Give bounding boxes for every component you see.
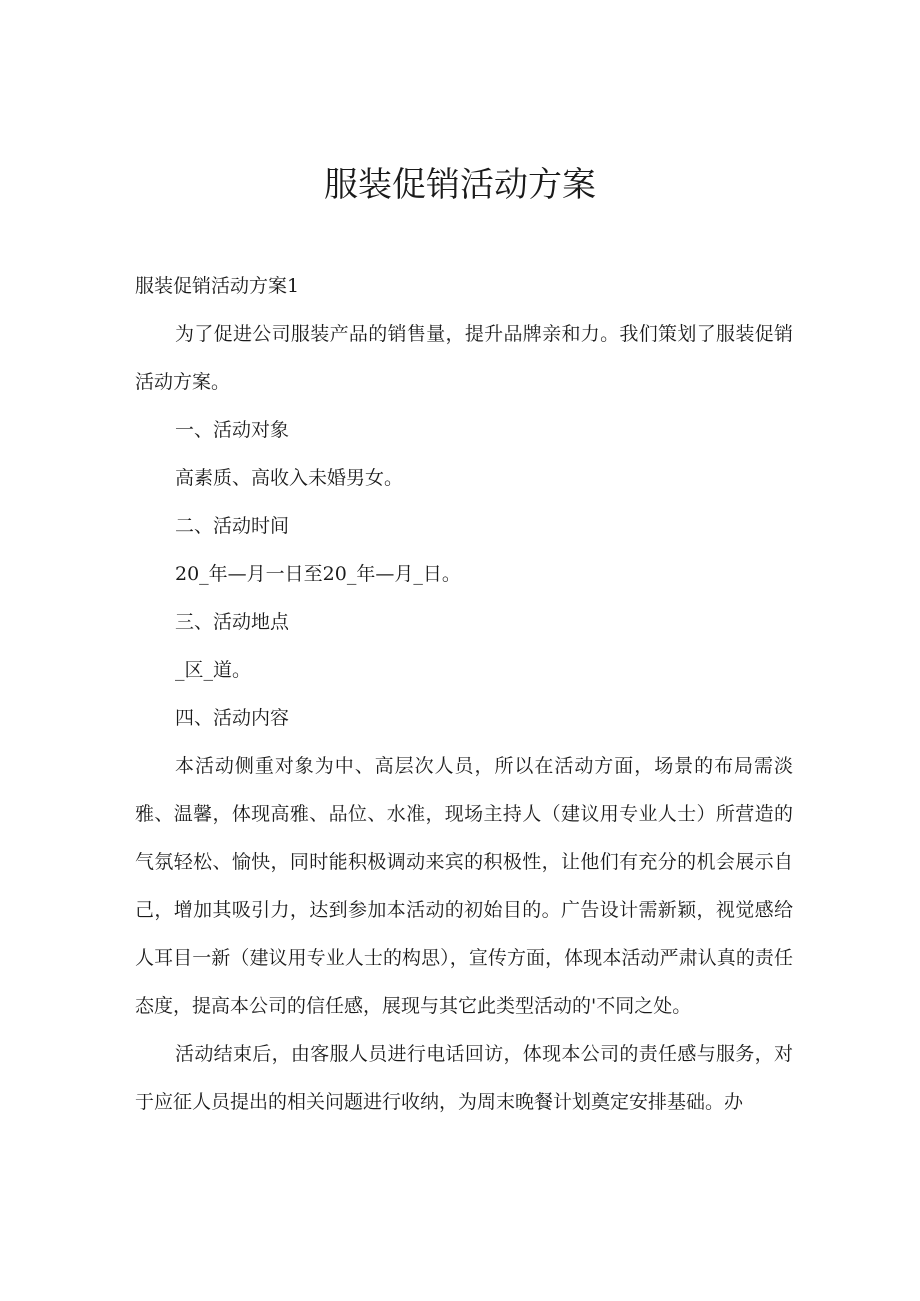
paragraph-activity-target: 高素质、高收入未婚男女。 [175, 467, 404, 489]
paragraph-activity-content: 本活动侧重对象为中、高层次人员，所以在活动方面，场景的布局需淡雅、温馨，体现高雅、品位、水准，现场主持人（建议用专业人士）所营造的气氛轻松、愉快，同时能积极调动来宾的积极性，让他们有充分的机会展示自己，增加其吸引力，达到参加本活动的初始目的。广告设计需新颖，视觉感给人耳目一新（建议用专业人士的构思），宣传方面，体现本活动严肃认真的责任态度，提高本公司的信任感，展现与其它此类型活动的'不同之处。 [135, 755, 793, 1017]
heading-activity-location: 三、活动地点 [175, 611, 290, 633]
paragraph-activity-time: 20_年—月一日至20_年—月_日。 [175, 563, 461, 585]
document-title: 服装促销活动方案 [324, 165, 596, 205]
paragraph-follow-up: 活动结束后，由客服人员进行电话回访，体现本公司的责任感与服务，对于应征人员提出的相关问题进行收纳，为周末晚餐计划奠定安排基础。办 [135, 1043, 793, 1113]
document-body [135, 262, 793, 1126]
heading-activity-content: 四、活动内容 [175, 707, 290, 729]
heading-activity-time: 二、活动时间 [175, 515, 290, 537]
section-heading: 服装促销活动方案1 [135, 275, 300, 297]
heading-activity-target: 一、活动对象 [175, 419, 290, 441]
intro-paragraph: 为了促进公司服装产品的销售量，提升品牌亲和力。我们策划了服装促销活动方案。 [135, 323, 793, 393]
paragraph-activity-location: _区_道。 [175, 659, 252, 681]
